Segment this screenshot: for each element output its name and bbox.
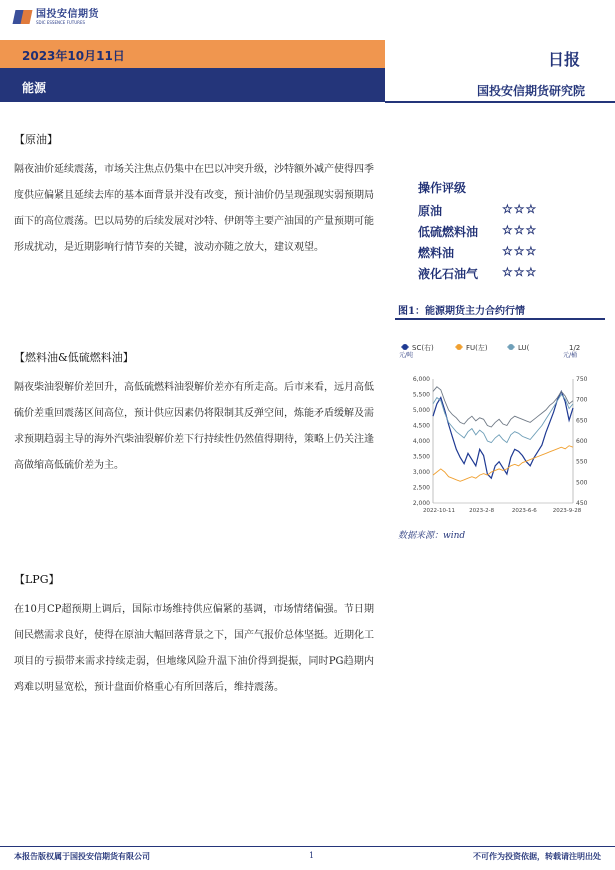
y-left-tick-label: 5,500 — [412, 391, 430, 399]
y-left-tick-label: 4,500 — [412, 422, 430, 430]
y-right-tick-label: 650 — [576, 417, 588, 425]
y-left-tick-label: 3,000 — [412, 469, 430, 476]
rating-name: 液化石油气 — [418, 267, 479, 281]
right-axis-unit: 元/桶 — [563, 352, 578, 359]
series-line — [433, 387, 573, 427]
y-right-tick-label: 750 — [576, 376, 588, 383]
section-title: 【燃料油&低硫燃料油】 — [14, 351, 134, 364]
rating-title: 操作评级 — [418, 181, 467, 195]
section-title: 【原油】 — [14, 133, 58, 146]
report-date: 2023年10月11日 — [22, 49, 125, 63]
section-fuel-oil — [14, 349, 374, 479]
footer-copyright: 本报告版权属于国投安信期货有限公司 — [14, 851, 150, 861]
chart-legend — [401, 343, 580, 352]
y-left-tick-label: 6,000 — [412, 376, 430, 383]
y-right-tick-label: 450 — [576, 500, 588, 507]
x-tick-label: 2023-9-28 — [552, 508, 582, 514]
left-axis-unit: 元/吨 — [399, 352, 414, 359]
rating-box — [418, 179, 537, 286]
figure-title: 图1：能源期货主力合约行情 — [398, 306, 525, 317]
data-source: 数据来源：wind — [398, 531, 466, 541]
series-line — [433, 395, 573, 443]
star-rating-icon: ☆☆☆ — [502, 223, 538, 237]
section-crude-oil — [14, 131, 374, 261]
x-tick-label: 2023-2-8 — [469, 508, 495, 514]
legend-label: FU(左) — [466, 344, 488, 352]
rating-row — [418, 223, 537, 244]
star-rating-icon: ☆☆☆ — [502, 244, 538, 258]
y-left-tick-label: 2,500 — [412, 484, 430, 492]
logo-en: SDIC ESSENCE FUTURES — [36, 19, 86, 25]
rating-name: 低硫燃料油 — [418, 225, 479, 239]
institute-name: 国投安信期货研究院 — [476, 84, 585, 98]
series-line — [433, 446, 573, 482]
series-line — [433, 391, 573, 478]
section-lpg — [14, 571, 374, 701]
report-section: 能源 — [22, 81, 47, 95]
x-tick-label: 2023-6-6 — [511, 508, 537, 514]
rating-name: 燃料油 — [418, 246, 455, 260]
y-left-tick-label: 5,000 — [412, 407, 430, 414]
page-number: 1 — [309, 851, 315, 860]
section-title: 【LPG】 — [14, 573, 60, 586]
x-tick-label: 2022-10-11 — [423, 508, 455, 514]
star-rating-icon: ☆☆☆ — [502, 265, 538, 279]
rating-row — [418, 244, 537, 265]
rating-name: 原油 — [418, 204, 443, 218]
y-right-tick-label: 500 — [576, 479, 588, 487]
logo-cn: 国投安信期货 — [36, 8, 99, 20]
y-right-tick-label: 700 — [576, 396, 588, 404]
footer-divider — [0, 846, 615, 847]
logo-mark-icon — [14, 8, 32, 26]
star-rating-icon: ☆☆☆ — [502, 202, 538, 216]
legend-label: LU( — [518, 344, 530, 352]
rating-row — [418, 265, 537, 286]
section-body: 隔夜油价延续震荡，市场关注焦点仍集中在巴以冲突升级，沙特额外减产使得四季度供应偏紧且延续去库的基本面背景并没有改变，预计油价仍呈现强现实弱预期局面下的高位震荡。巴以局势的后续发展对沙特、伊朗等主要产油国的产量预期可能形成扰动，是近期影响行情节奏的关键，波动亦随之放大，建议观望。 — [14, 164, 374, 253]
chart-lines — [433, 387, 573, 482]
y-right-tick-label: 550 — [576, 458, 588, 466]
rating-row — [418, 202, 537, 223]
price-chart — [395, 335, 610, 520]
figure-divider — [395, 318, 605, 320]
section-bar — [0, 68, 385, 102]
report-type: 日报 — [547, 50, 580, 69]
y-left-tick-label: 4,000 — [412, 438, 430, 445]
section-body: 在10月CP超预期上调后，国际市场维持供应偏紧的基调，市场情绪偏强。节日期间民燃需求良好，使得在原油大幅回落背景之下，国产气报价总体坚挺。近期化工项目的亏损带来需求持续走弱，但地缘风险升温下油价得到提振，同时PG趋期内鸡难以明显宽松，预计盘面价格重心有所回落后，维持震荡。 — [14, 604, 374, 693]
y-left-tick-label: 2,000 — [412, 500, 430, 507]
header-divider — [385, 101, 615, 103]
y-left-tick-label: 3,500 — [412, 453, 430, 461]
legend-label: SC(右) — [412, 344, 434, 352]
section-body: 隔夜柴油裂解价差回升，高低硫燃料油裂解价差亦有所走高。后市来看，远月高低硫价差重回震荡区间高位，预计供应因素仍将限制其反弹空间，炼能矛盾缓解及需求预期趋弱主导的海外汽柴油裂解价差下行持续性仍然值得期待，策略上仍关注逢高做缩高低硫价差为主。 — [14, 382, 374, 471]
legend-label: 1/2 — [569, 344, 581, 352]
chart-axes — [413, 376, 588, 514]
footer-disclaimer: 不可作为投资依据，转载请注明出处 — [473, 851, 601, 861]
company-logo — [14, 8, 99, 26]
y-right-tick-label: 600 — [576, 438, 588, 445]
